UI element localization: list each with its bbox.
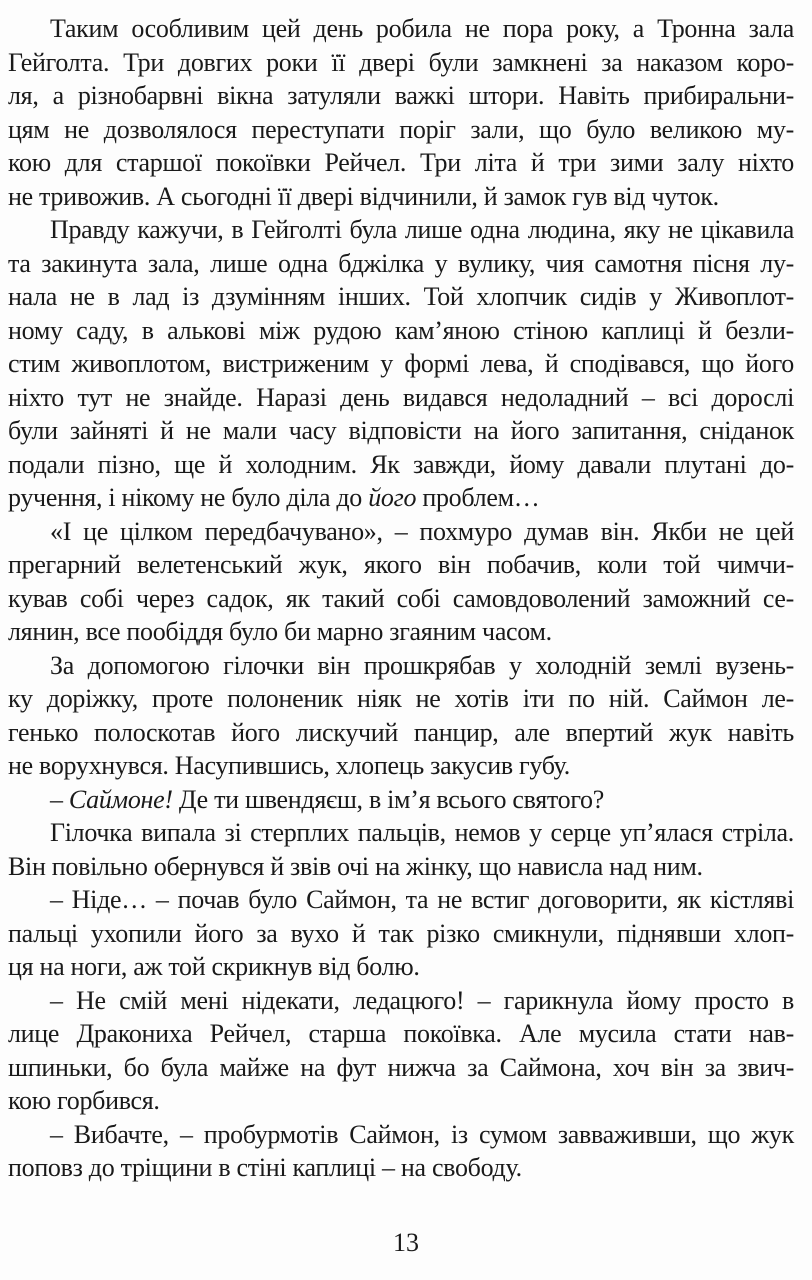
italic-text: його: [368, 483, 417, 512]
text-segment: Гілочка випала зі стерплих пальців, немов у серце уп’ялася стріла.: [50, 818, 794, 847]
text-line: [8, 448, 794, 482]
text-line: [8, 515, 794, 549]
text-segment: ному саду, в алькові між рудою кам’яною стіною каплиці й безли-: [8, 315, 794, 345]
text-line: [8, 280, 794, 314]
text-segment: ку доріжку, проте полоненик ніяк не хотів іти по ній. Саймон ле-: [8, 684, 794, 713]
text-segment: ніхто тут не знайде. Наразі день видався недоладний – всі дорослі: [8, 382, 794, 412]
text-line: [8, 883, 794, 917]
text-line: [8, 180, 794, 214]
text-segment: шпиньки, бо була майже на фут нижча за Саймона, хоч він за звич-: [8, 1052, 794, 1082]
text-line: [8, 1118, 794, 1152]
page-number: 13: [393, 1228, 419, 1257]
text-line: [8, 749, 794, 783]
paragraph: [8, 213, 794, 515]
text-segment: не ворухнувся. Насупившись, хлопець закусив губу.: [8, 751, 570, 780]
text-segment: подали пізно, ще й холодним. Як завжди, йому давали плутані до-: [8, 449, 794, 479]
text-line: [8, 347, 794, 381]
paragraph: [8, 984, 794, 1118]
text-line: [8, 113, 794, 147]
text-segment: ця на ноги, аж той скрикнув від болю.: [8, 952, 420, 981]
text-segment: пальці ухопили його за вухо й так різко смикнули, піднявши хлоп-: [8, 918, 794, 948]
text-segment: проблем…: [416, 483, 540, 512]
text-segment: лице Дракониха Рейчел, старша покоївка. Але мусила стати нав-: [8, 1019, 794, 1048]
text-segment: – Вибачте, – пробурмотів Саймон, із сумом завваживши, що жук: [50, 1119, 794, 1149]
text-segment: були зайняті й не мали часу відповісти на його запитання, сніданок: [8, 416, 794, 445]
text-segment: прегарний велетенський жук, якого він побачив, коли той чимчи-: [8, 550, 794, 579]
text-line: [8, 12, 794, 46]
text-line: [8, 314, 794, 348]
text-segment: Гейголта. Три довгих роки її двері були замкнені за наказом коро-: [8, 47, 794, 77]
text-line: [8, 1084, 794, 1118]
text-line: [8, 46, 794, 80]
text-segment: Правду кажучи, в Гейголті була лише одна людина, яку не цікавила: [50, 215, 794, 244]
text-segment: «І це цілком передбачувано», – похмуро думав він. Якби не цей: [50, 516, 794, 546]
text-segment: генько полоскотав його лискучий панцир, але впертий жук навіть: [8, 717, 794, 747]
paragraph: [8, 515, 794, 649]
text-segment: нала не в лад із дзумінням інших. Той хлопчик сидів у Живоплот-: [8, 282, 794, 311]
paragraph: [8, 649, 794, 783]
paragraph: [8, 816, 794, 883]
paragraph: [8, 883, 794, 984]
text-segment: лянин, все пообіддя було би марно згаяним часом.: [8, 617, 552, 646]
text-line: [8, 1017, 794, 1051]
text-line: [8, 649, 794, 683]
text-block: [8, 12, 794, 1185]
text-line: [8, 850, 794, 884]
text-segment: та закинута зала, лише одна бджілка у вулику, чия самотня пісня лу-: [8, 248, 794, 278]
text-line: [8, 548, 794, 582]
text-segment: – Ніде… – почав було Саймон, та не встиг договорити, як кістляві: [50, 885, 794, 914]
text-line: [8, 917, 794, 951]
text-line: [8, 247, 794, 281]
text-line: [8, 783, 794, 817]
text-segment: не тривожив. А сьогодні її двері відчинили, й замок гув від чуток.: [8, 181, 719, 211]
text-segment: –: [50, 784, 69, 814]
paragraph: [8, 12, 794, 213]
text-segment: За допомогою гілочки він прошкрябав у холодній землі вузень-: [50, 650, 794, 680]
text-line: [8, 381, 794, 415]
text-segment: кою горбився.: [8, 1086, 160, 1115]
text-segment: цям не дозволялося переступати поріг зали, що було великою му-: [8, 114, 794, 144]
text-line: [8, 79, 794, 113]
text-segment: кував собі через садок, як такий собі самовдоволений заможний се-: [8, 583, 794, 613]
text-line: [8, 950, 794, 984]
text-segment: поповз до тріщини в стіні каплиці – на свободу.: [8, 1153, 522, 1182]
italic-text: Саймоне!: [68, 784, 173, 814]
text-segment: кою для старшої покоївки Рейчел. Три літа й три зими залу ніхто: [8, 148, 794, 177]
text-line: [8, 414, 794, 448]
text-segment: стим живоплотом, вистриженим у формі лева, й сподівався, що його: [8, 349, 794, 378]
text-line: [8, 682, 794, 716]
paragraph: [8, 783, 794, 817]
text-line: [8, 582, 794, 616]
paragraph: [8, 1118, 794, 1185]
text-line: [8, 716, 794, 750]
text-line: [8, 615, 794, 649]
text-segment: Де ти швендяєш, в ім’я всього святого?: [172, 784, 604, 814]
text-segment: – Не смій мені нідекати, ледацюго! – гарикнула йому просто в: [50, 985, 794, 1015]
text-line: [8, 1151, 794, 1185]
text-segment: ручення, і нікому не було діла до: [8, 483, 369, 512]
text-line: [8, 213, 794, 247]
text-line: [8, 146, 794, 180]
text-segment: ля, а різнобарвні вікна затуляли важкі штори. Навіть прибиральни-: [8, 81, 794, 110]
text-segment: Таким особливим цей день робила не пора року, а Тронна зала: [50, 14, 794, 43]
text-line: [8, 816, 794, 850]
text-line: [8, 1051, 794, 1085]
text-line: [8, 984, 794, 1018]
text-line: [8, 481, 794, 515]
text-segment: Він повільно обернувся й звів очі на жінку, що нависла над ним.: [8, 851, 703, 881]
